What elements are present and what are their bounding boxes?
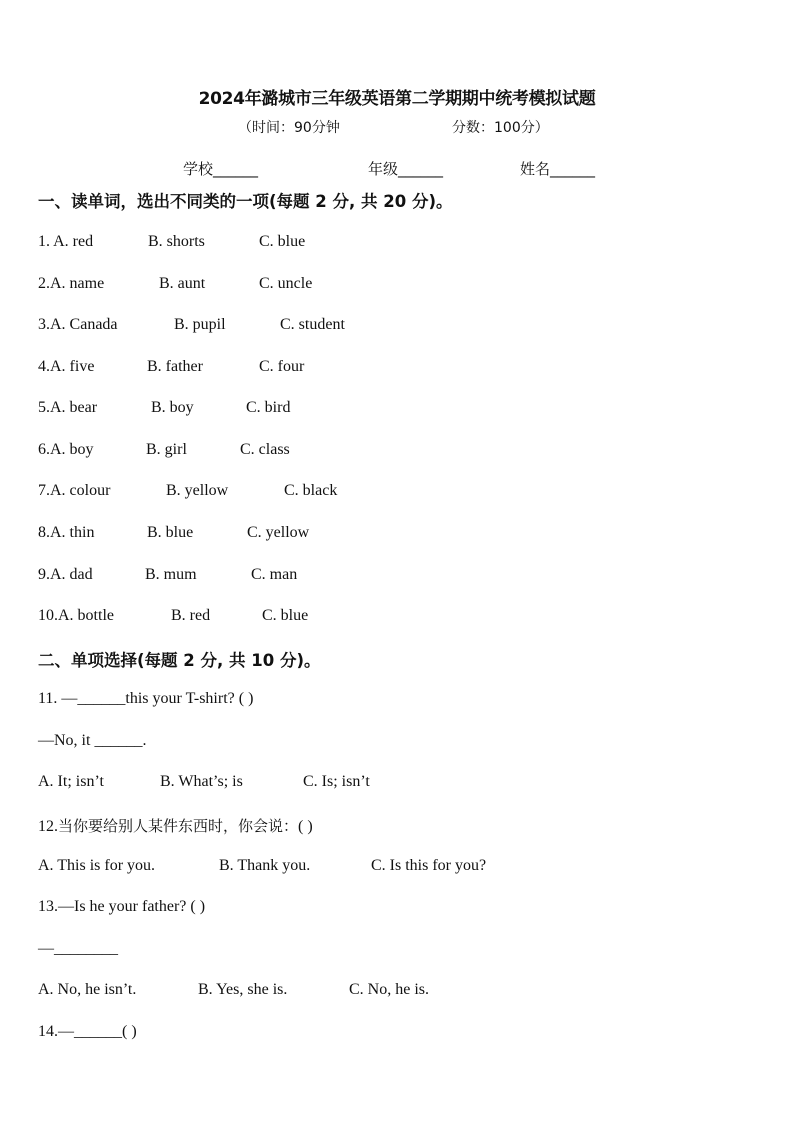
question-11-reply: —No, it ______.	[38, 732, 147, 749]
name-field: 姓名______	[520, 160, 596, 178]
question-12-number: 12.	[38, 818, 58, 835]
question-13-stem: 13.—Is he your father? ( )	[38, 898, 206, 915]
question-8-a: 8.A. thin	[38, 524, 95, 541]
exam-score: 分数：100分）	[452, 120, 549, 136]
question-4-a: 4.A. five	[38, 358, 95, 375]
question-10-a: 10.A. bottle	[38, 607, 114, 624]
question-13-b: B. Yes, she is.	[198, 981, 288, 998]
question-14-stem: 14.—______( )	[38, 1023, 137, 1040]
question-2-b: B. aunt	[159, 275, 206, 292]
question-13-a: A. No, he isn’t.	[38, 981, 137, 998]
section2-heading: 二、单项选择(每题 2 分, 共 10 分)。	[38, 651, 321, 670]
question-9-c: C. man	[251, 566, 298, 583]
question-4-c: C. four	[259, 358, 305, 375]
question-6-b: B. girl	[146, 441, 187, 458]
question-7-a: 7.A. colour	[38, 482, 111, 499]
question-10-b: B. red	[171, 607, 211, 624]
question-5-c: C. bird	[246, 399, 291, 416]
question-11-b: B. What’s; is	[160, 773, 243, 790]
question-4-b: B. father	[147, 358, 203, 375]
question-3-b: B. pupil	[174, 316, 226, 333]
question-12-text: 当你要给别人某件东西时，你会说：	[58, 817, 299, 835]
question-10-c: C. blue	[262, 607, 309, 624]
question-12-b: B. Thank you.	[219, 857, 311, 874]
question-5-b: B. boy	[151, 399, 194, 416]
question-7-b: B. yellow	[166, 482, 229, 499]
question-9-a: 9.A. dad	[38, 566, 93, 583]
question-12-a: A. This is for you.	[38, 857, 156, 874]
question-11-c: C. Is; isn’t	[303, 773, 370, 790]
question-2-a: 2.A. name	[38, 275, 105, 292]
exam-time: （时间：90分钟	[238, 120, 340, 136]
section1-heading: 一、读单词，选出不同类的一项(每题 2 分, 共 20 分)。	[38, 192, 453, 211]
question-5-a: 5.A. bear	[38, 399, 98, 416]
question-6-a: 6.A. boy	[38, 441, 94, 458]
question-13-reply: —________	[38, 940, 118, 957]
question-1-c: C. blue	[259, 233, 306, 250]
question-12-c: C. Is this for you?	[371, 857, 487, 874]
grade-field: 年级______	[368, 160, 444, 178]
question-11-stem: 11. —______this your T-shirt? ( )	[38, 690, 254, 707]
question-8-c: C. yellow	[247, 524, 310, 541]
question-8-b: B. blue	[147, 524, 194, 541]
question-1-b: B. shorts	[148, 233, 205, 250]
question-7-c: C. black	[284, 482, 338, 499]
question-3-a: 3.A. Canada	[38, 316, 118, 333]
question-2-c: C. uncle	[259, 275, 313, 292]
question-13-c: C. No, he is.	[349, 981, 429, 998]
page-title: 2024年潞城市三年级英语第二学期期中统考模拟试题	[198, 89, 596, 109]
question-1-a: 1. A. red	[38, 233, 94, 250]
question-9-b: B. mum	[145, 566, 197, 583]
question-12-stem	[38, 815, 313, 836]
question-6-c: C. class	[240, 441, 290, 458]
question-12-paren: ( )	[298, 818, 313, 835]
question-3-c: C. student	[280, 316, 345, 333]
question-11-a: A. It; isn’t	[38, 773, 104, 790]
school-field: 学校______	[183, 160, 259, 178]
